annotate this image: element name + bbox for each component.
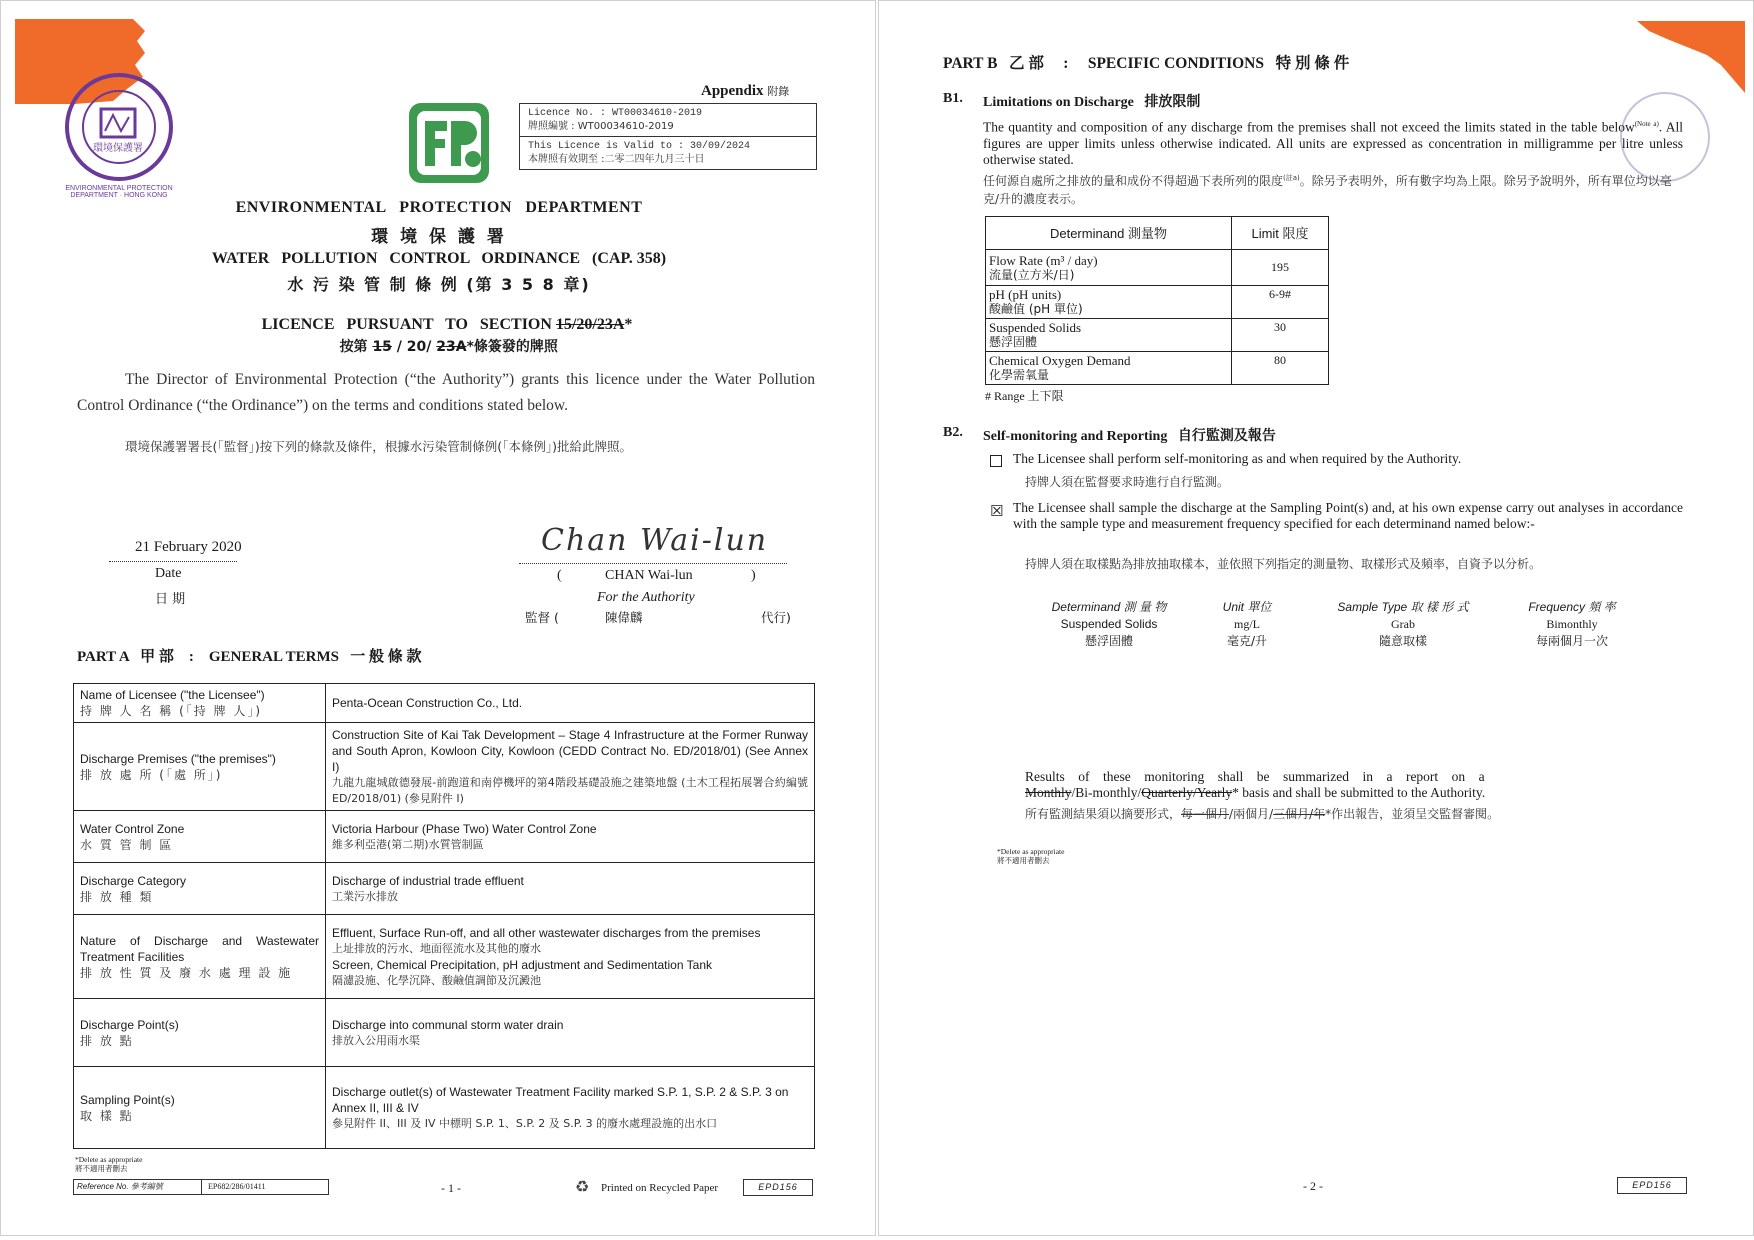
licence-number-row xyxy=(520,104,816,136)
ordinance-title-zh: 水 污 染 管 制 條 例 (第 3 5 8 章) xyxy=(287,275,591,294)
signer-name-zh: 陳偉麟 xyxy=(605,610,643,625)
term-label: Name of Licensee ("the Licensee") 持 牌 人 名 稱 (「持 牌 人」) xyxy=(74,684,326,723)
ordinance-title-en: WATER POLLUTION CONTROL ORDINANCE (CAP. 358) xyxy=(211,250,667,267)
part-a-title: PART A 甲 部 : GENERAL TERMS 一 般 條 款 xyxy=(77,649,422,665)
monitor-determinand-column: Determinand 測 量 物 Suspended Solids 懸浮固體 xyxy=(1051,600,1167,648)
reference-label: Reference No. 參考編號 xyxy=(74,1180,202,1194)
date-dotted-line xyxy=(109,561,237,562)
table-row xyxy=(74,684,815,723)
date-label-en: Date xyxy=(155,566,182,581)
licence-number-box xyxy=(519,103,817,170)
licence-page-1 xyxy=(0,0,876,1236)
signer-zh-right: 代行) xyxy=(761,610,791,625)
reference-value: EP682/286/01411 xyxy=(208,1182,266,1191)
intro-paragraph-en: The Director of Environmental Protection (“the Authority”) grants this licence under the Water Pollution Control Ordinance (“the Ordinance”) on the terms and conditions stated below. xyxy=(77,371,815,414)
table-row xyxy=(986,352,1329,385)
table-row xyxy=(74,915,815,999)
stamp-text: 環境保護署 xyxy=(93,143,143,154)
licence-validity-zh: 本牌照有效期至 :二零二四年九月三十日 xyxy=(528,154,705,165)
limit-determinand: Flow Rate (m³ / day) 流量(立方米/日) xyxy=(986,250,1232,286)
form-code-1: EPD156 xyxy=(743,1179,813,1196)
department-stamp xyxy=(61,69,177,185)
signer-close-paren: ) xyxy=(751,568,756,583)
b1-text-en: The quantity and composition of any discharge from the premises shall not exceed the limits stated in the table below$^{(Note a)}$. All figures are upper limits unless otherwise indicated. All units are expressed as concentration in milligramme per litre unless otherwise stated. xyxy=(983,119,1683,167)
signer-zh-left: 監督 ( xyxy=(525,610,559,625)
monitor-unit-column: Unit 單位 mg/L 毫克/升 xyxy=(1222,600,1272,648)
orange-corner-mark xyxy=(1637,21,1754,93)
results-text-en: Results of these monitoring shall be summarized in a report on a Monthly/Bi-monthly/Quarterly/Yearly* basis and shall be submitted to the Authority. xyxy=(1025,769,1486,800)
sampling-checkbox[interactable]: ☒ xyxy=(990,502,1004,520)
term-value: Discharge into communal storm water drain 排放入公用雨水渠 xyxy=(326,999,815,1067)
table-row xyxy=(74,1067,815,1149)
b2-option1-zh: 持牌人須在監督要求時進行自行監測。 xyxy=(1025,475,1230,489)
limit-value: 6-9# xyxy=(1232,286,1329,319)
limit-determinand: Suspended Solids 懸浮固體 xyxy=(986,319,1232,352)
term-value: Penta-Ocean Construction Co., Ltd. xyxy=(326,684,815,723)
b2-number: B2. xyxy=(943,425,963,440)
term-label: Discharge Premises ("the premises") 排 放 處 所 (「處 所」) xyxy=(74,723,326,811)
department-name-en: ENVIRONMENTAL PROTECTION DEPARTMENT xyxy=(235,199,643,216)
date-label-zh: 日 期 xyxy=(155,592,186,607)
licence-section-en: LICENCE PURSUANT TO SECTION 15/20/23A* xyxy=(261,316,633,333)
general-terms-table xyxy=(73,683,815,1149)
table-row xyxy=(74,863,815,915)
footnote-page1: *Delete as appropriate 將不適用者刪去 xyxy=(75,1155,143,1173)
limit-determinand: Chemical Oxygen Demand 化學需氧量 xyxy=(986,352,1232,385)
b1-text-zh: 任何源自處所之排放的量和成份不得超過下表所列的限度$^{(註a)}$。除另予表明外，所有數字均為上限。除另予說明外，所有單位均以毫克/升的濃度表示。 xyxy=(983,174,1672,206)
part-b-title: PART B 乙 部 : SPECIFIC CONDITIONS 特 別 條 件 xyxy=(943,55,1350,72)
department-name-zh: 環 境 保 護 署 xyxy=(371,227,507,247)
licence-validity-row xyxy=(520,136,816,169)
table-row xyxy=(74,723,815,811)
signer-for-authority: For the Authority xyxy=(597,590,695,605)
monitor-frequency-column: Frequency 頻 率 Bimonthly 每兩個月一次 xyxy=(1528,600,1616,648)
signature-dotted-line xyxy=(519,563,787,564)
epd-logo-icon xyxy=(407,101,491,185)
form-code-2: EPD156 xyxy=(1617,1177,1687,1194)
term-value: Discharge of industrial trade effluent 工業污水排放 xyxy=(326,863,815,915)
self-monitoring-checkbox[interactable] xyxy=(990,455,1002,467)
term-value: Discharge outlet(s) of Wastewater Treatment Facility marked S.P. 1, S.P. 2 & S.P. 3 on Annex II, III & IV 參見附件 II、III 及 IV 中標明 S.P. 1、S.P. 2 及 S.P. 3 的廢水處理設施的出水口 xyxy=(326,1067,815,1149)
table-row xyxy=(74,811,815,863)
signature: Chan Wai-lun xyxy=(541,523,769,558)
b1-number: B1. xyxy=(943,91,963,106)
table-row xyxy=(986,286,1329,319)
page-number-2: - 2 - xyxy=(1303,1179,1323,1193)
header-determinand: Determinand 測量物 xyxy=(986,217,1232,250)
footnote-page2: *Delete as appropriate 將不適用者刪去 xyxy=(997,847,1065,865)
b2-option1-en: The Licensee shall perform self-monitoring as and when required by the Authority. xyxy=(1013,451,1462,466)
term-label: Sampling Point(s) 取 樣 點 xyxy=(74,1067,326,1149)
range-note: # Range 上下限 xyxy=(985,389,1064,403)
term-value: Effluent, Surface Run-off, and all other wastewater discharges from the premises 上址排放的污水、地面徑流水及其他的廢水 Screen, Chemical Precipitation, pH adjustment and Sedimentation Tank 隔濾設施、化學沉降、酸鹼值調節及沉澱池 xyxy=(326,915,815,999)
term-label: Discharge Category 排 放 種 類 xyxy=(74,863,326,915)
monitor-sample-type-column: Sample Type 取 樣 形 式 Grab 隨意取樣 xyxy=(1337,600,1469,648)
b2-title: Self-monitoring and Reporting 自行監測及報告 xyxy=(983,429,1276,444)
table-row xyxy=(74,999,815,1067)
licence-number-en: Licence No. : WT00034610-2019 xyxy=(528,108,703,119)
licence-section-zh: 按第 15 / 20/ 23A*條簽發的牌照 xyxy=(339,339,558,355)
signer-name-en: CHAN Wai-lun xyxy=(605,568,693,583)
header-limit: Limit 限度 xyxy=(1232,217,1329,250)
b2-option2-zh: 持牌人須在取樣點為排放抽取樣本，並依照下列指定的測量物、取樣形式及頻率，自資予以分析。 xyxy=(1025,557,1542,571)
term-value: Victoria Harbour (Phase Two) Water Control Zone 維多利亞港(第二期)水質管制區 xyxy=(326,811,815,863)
reference-number-box xyxy=(73,1179,329,1195)
page-number-1: - 1 - xyxy=(441,1181,461,1195)
table-row xyxy=(986,319,1329,352)
discharge-limits-table xyxy=(985,216,1329,385)
limit-value: 80 xyxy=(1232,352,1329,385)
intro-paragraph-zh: 環境保護署署長(「監督」)按下列的條款及條件，根據水污染管制條例(「本條例」)批給此牌照。 xyxy=(125,439,633,454)
licence-page-2 xyxy=(878,0,1754,1236)
limit-value: 30 xyxy=(1232,319,1329,352)
term-value: Construction Site of Kai Tak Development – Stage 4 Infrastructure at the Former Runway and South Apron, Kowloon City, Kowloon (CEDD Contract No. ED/2018/01) (See Annex I) 九龍九龍城啟德發展-前跑道和南停機坪的第4階段基礎設施之建築地盤 (土木工程拓展署合約編號 ED/2018/01) (參見附件 I) xyxy=(326,723,815,811)
licence-validity-en: This Licence is Valid to : 30/09/2024 xyxy=(528,141,751,152)
limit-determinand: pH (pH units) 酸鹼值 (pH 單位) xyxy=(986,286,1232,319)
epd-logo xyxy=(407,101,491,185)
issue-date: 21 February 2020 xyxy=(135,539,242,555)
b2-option2-en: The Licensee shall sample the discharge at the Sampling Point(s) and, at his own expense carry out analyses in accordance with the sample type and measurement frequency specified for each determinand named below:- xyxy=(1013,500,1683,531)
term-label: Water Control Zone 水 質 管 制 區 xyxy=(74,811,326,863)
table-row xyxy=(986,250,1329,286)
results-text-zh: 所有監測結果須以摘要形式，每一個月/兩個月/三個月/年*作出報告，並須呈交監督審閱。 xyxy=(1025,807,1500,821)
signer-open-paren: ( xyxy=(557,568,562,583)
table-header-row xyxy=(986,217,1329,250)
b1-title: Limitations on Discharge 排放限制 xyxy=(983,95,1201,110)
licence-number-zh: 牌照編號 : WT00034610-2019 xyxy=(528,121,674,132)
appendix-label: Appendix 附錄 xyxy=(701,83,790,99)
recycled-paper-note: Printed on Recycled Paper xyxy=(601,1182,718,1194)
recycle-icon: ♻ xyxy=(575,1179,590,1196)
stamp-ring-text: ENVIRONMENTAL PROTECTION DEPARTMENT · HONG KONG xyxy=(65,185,173,199)
term-label: Nature of Discharge and Wastewater Treatment Facilities 排 放 性 質 及 廢 水 處 理 設 施 xyxy=(74,915,326,999)
term-label: Discharge Point(s) 排 放 點 xyxy=(74,999,326,1067)
limit-value: 195 xyxy=(1232,250,1329,286)
